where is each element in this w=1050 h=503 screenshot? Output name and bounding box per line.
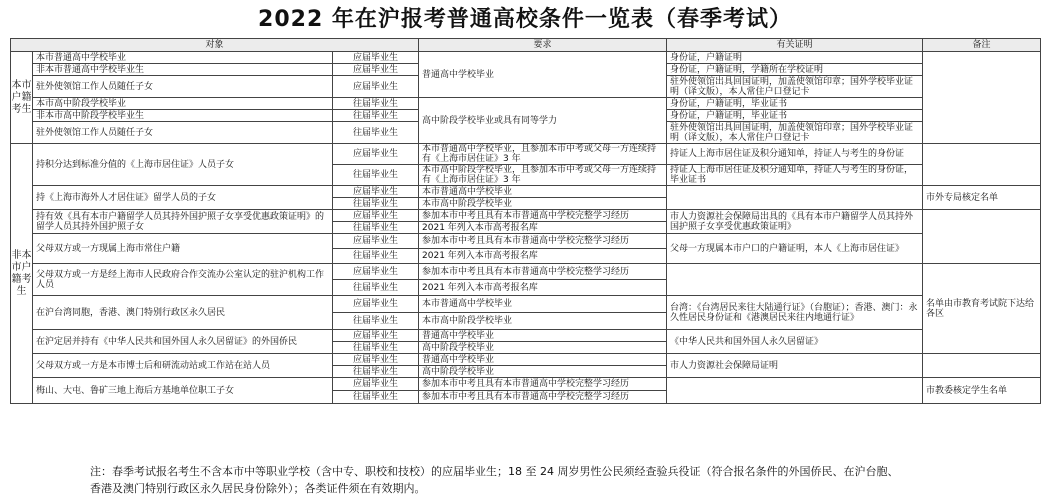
requirement-cell: 本市高中阶段学校毕业 xyxy=(419,313,667,330)
object-cell: 持有效《具有本市户籍留学人员其持外国护照子女享受优惠政策证明》的留学人员其持外国护照子女 xyxy=(33,210,333,234)
requirement-cell: 本市普通高中学校毕业 xyxy=(419,186,667,198)
table-row xyxy=(11,378,1041,391)
requirement-cell: 高中阶段学校毕业 xyxy=(419,366,667,378)
proof-cell: 持证人上海市居住证及积分通知单，持证人与考生的身份证，毕业证书 xyxy=(667,165,923,186)
proof-cell: 驻外使领馆出具回国证明，加盖使领馆印章；国外学校毕业证明（译文版），本人常住户口登记卡 xyxy=(667,76,923,98)
proof-cell: 身份证，户籍证明，毕业证书 xyxy=(667,110,923,122)
object-cell: 驻外使领馆工作人员随任子女 xyxy=(33,76,333,98)
object-cell: 本市高中阶段学校毕业 xyxy=(33,98,333,110)
status-cell: 应届毕业生 xyxy=(333,330,419,342)
object-cell: 父母双方或一方是经上海市人民政府合作交流办公室认定的驻沪机构工作人员 xyxy=(33,264,333,296)
requirement-cell: 参加本市中考且具有本市普通高中学校完整学习经历 xyxy=(419,264,667,280)
requirement-cell: 本市高中阶段学校毕业，且参加本市中考或父母一方连续持有《上海市居住证》3 年 xyxy=(419,165,667,186)
header-remarks: 备注 xyxy=(923,39,1041,52)
remark-cell xyxy=(923,144,1041,186)
status-cell: 应届毕业生 xyxy=(333,264,419,280)
status-cell: 应届毕业生 xyxy=(333,210,419,222)
object-cell: 父母双方或一方现属上海市常住户籍 xyxy=(33,234,333,264)
status-cell: 应届毕业生 xyxy=(333,296,419,313)
status-cell: 往届毕业生 xyxy=(333,98,419,110)
proof-cell: 身份证，户籍证明，毕业证书 xyxy=(667,98,923,110)
requirement-cell: 2021 年列入本市高考报名库 xyxy=(419,222,667,234)
requirement-cell: 参加本市中考且具有本市普通高中学校完整学习经历 xyxy=(419,391,667,404)
footnote-line-2: 香港及澳门特别行政区永久居民身份除外）；各类证件须在有效期内。 xyxy=(90,482,426,495)
requirement-cell: 参加本市中考且具有本市普通高中学校完整学习经历 xyxy=(419,378,667,391)
header-requirement: 要求 xyxy=(419,39,667,52)
requirement-cell: 高中阶段学校毕业 xyxy=(419,342,667,354)
status-cell: 往届毕业生 xyxy=(333,165,419,186)
object-cell: 梅山、大屯、鲁矿三地上海后方基地单位职工子女 xyxy=(33,378,333,404)
remark-cell xyxy=(923,210,1041,264)
proof-cell xyxy=(667,378,923,404)
footnote-line-1: 注：春季考试报名考生不含本市中等职业学校（含中专、职校和技校）的应届毕业生；18 至 24 周岁男性公民须经查验兵役证（符合报名条件的外国侨民、在沪台胞、 xyxy=(90,465,899,478)
requirement-cell: 本市普通高中学校毕业 xyxy=(419,296,667,313)
table-row xyxy=(11,234,1041,249)
status-cell: 往届毕业生 xyxy=(333,313,419,330)
page-title: 2022 年在沪报考普通高校条件一览表（春季考试） xyxy=(258,7,792,32)
object-cell: 父母双方或一方是本市博士后和研流动站或工作站在站人员 xyxy=(33,354,333,378)
requirement-cell: 普通高中学校毕业 xyxy=(419,52,667,98)
requirement-cell: 普通高中学校毕业 xyxy=(419,330,667,342)
requirement-cell: 高中阶段学校毕业或具有同等学力 xyxy=(419,98,667,144)
proof-cell: 持证人上海市居住证及积分通知单，持证人与考生的身份证 xyxy=(667,144,923,165)
table-row xyxy=(11,354,1041,366)
object-cell: 非本市普通高中学校毕业生 xyxy=(33,64,333,76)
requirement-cell: 普通高中学校毕业 xyxy=(419,354,667,366)
status-cell: 往届毕业生 xyxy=(333,198,419,210)
table-row xyxy=(11,330,1041,342)
proof-cell: 市人力资源社会保障局证明 xyxy=(667,354,923,378)
table-row xyxy=(11,144,1041,165)
requirement-cell: 2021 年列入本市高考报名库 xyxy=(419,249,667,264)
status-cell: 往届毕业生 xyxy=(333,222,419,234)
remark-cell: 名单由市教育考试院下达给各区 xyxy=(923,264,1041,354)
proof-cell: 身份证，户籍证明 xyxy=(667,52,923,64)
table-row xyxy=(11,264,1041,280)
requirement-cell: 参加本市中考且具有本市普通高中学校完整学习经历 xyxy=(419,234,667,249)
remark-cell: 市教委核定学生名单 xyxy=(923,378,1041,404)
object-cell: 非本市高中阶段学校毕业生 xyxy=(33,110,333,122)
footnote xyxy=(90,463,1040,497)
proof-cell: 父母一方现属本市户口的户籍证明，本人《上海市居住证》 xyxy=(667,234,923,264)
status-cell: 往届毕业生 xyxy=(333,391,419,404)
header-object: 对象 xyxy=(11,39,419,52)
status-cell: 应届毕业生 xyxy=(333,354,419,366)
status-cell: 应届毕业生 xyxy=(333,52,419,64)
status-cell: 往届毕业生 xyxy=(333,110,419,122)
proof-cell: 驻外使领馆出具回国证明，加盖使领馆印章；国外学校毕业证明（译文版），本人常住户口登记卡 xyxy=(667,122,923,144)
remark-cell xyxy=(923,354,1041,378)
status-cell: 应届毕业生 xyxy=(333,378,419,391)
conditions-table xyxy=(10,38,1041,404)
table-row xyxy=(11,296,1041,313)
status-cell: 往届毕业生 xyxy=(333,280,419,296)
status-cell: 应届毕业生 xyxy=(333,186,419,198)
requirement-cell: 本市高中阶段学校毕业 xyxy=(419,198,667,210)
category-nonlocal: 非本市户籍考生 xyxy=(11,144,33,404)
table-row xyxy=(11,210,1041,222)
object-cell: 在沪定居并持有《中华人民共和国外国人永久居留证》的外国侨民 xyxy=(33,330,333,354)
requirement-cell: 2021 年列入本市高考报名库 xyxy=(419,280,667,296)
status-cell: 往届毕业生 xyxy=(333,366,419,378)
proof-cell: 《中华人民共和国外国人永久居留证》 xyxy=(667,330,923,354)
header-proof: 有关证明 xyxy=(667,39,923,52)
status-cell: 应届毕业生 xyxy=(333,76,419,98)
header-row xyxy=(11,39,1041,52)
status-cell: 应届毕业生 xyxy=(333,64,419,76)
category-local: 本市户籍考生 xyxy=(11,52,33,144)
status-cell: 应届毕业生 xyxy=(333,234,419,249)
object-cell: 持《上海市海外人才居住证》留学人员的子女 xyxy=(33,186,333,210)
remark-cell: 市外专局核定名单 xyxy=(923,186,1041,210)
proof-cell xyxy=(667,186,923,210)
object-cell: 持积分达到标准分值的《上海市居住证》人员子女 xyxy=(33,144,333,186)
table-row xyxy=(11,52,1041,64)
object-cell: 驻外使领馆工作人员随任子女 xyxy=(33,122,333,144)
status-cell: 应届毕业生 xyxy=(333,144,419,165)
object-cell: 在沪台湾同胞，香港、澳门特别行政区永久居民 xyxy=(33,296,333,330)
status-cell: 往届毕业生 xyxy=(333,122,419,144)
proof-cell xyxy=(667,264,923,296)
proof-cell: 台湾：《台湾居民来往大陆通行证》（台胞证）；香港、澳门：永久性居民身份证和《港澳居民来往内地通行证》 xyxy=(667,296,923,330)
proof-cell: 身份证，户籍证明，学籍所在学校证明 xyxy=(667,64,923,76)
status-cell: 往届毕业生 xyxy=(333,342,419,354)
requirement-cell: 参加本市中考且具有本市普通高中学校完整学习经历 xyxy=(419,210,667,222)
table-row xyxy=(11,98,1041,110)
proof-cell: 市人力资源社会保障局出具的《具有本市户籍留学人员其持外国护照子女享受优惠政策证明》 xyxy=(667,210,923,234)
table-row xyxy=(11,186,1041,198)
requirement-cell: 本市普通高中学校毕业，且参加本市中考或父母一方连续持有《上海市居住证》3 年 xyxy=(419,144,667,165)
object-cell: 本市普通高中学校毕业 xyxy=(33,52,333,64)
status-cell: 往届毕业生 xyxy=(333,249,419,264)
remark-cell xyxy=(923,52,1041,144)
